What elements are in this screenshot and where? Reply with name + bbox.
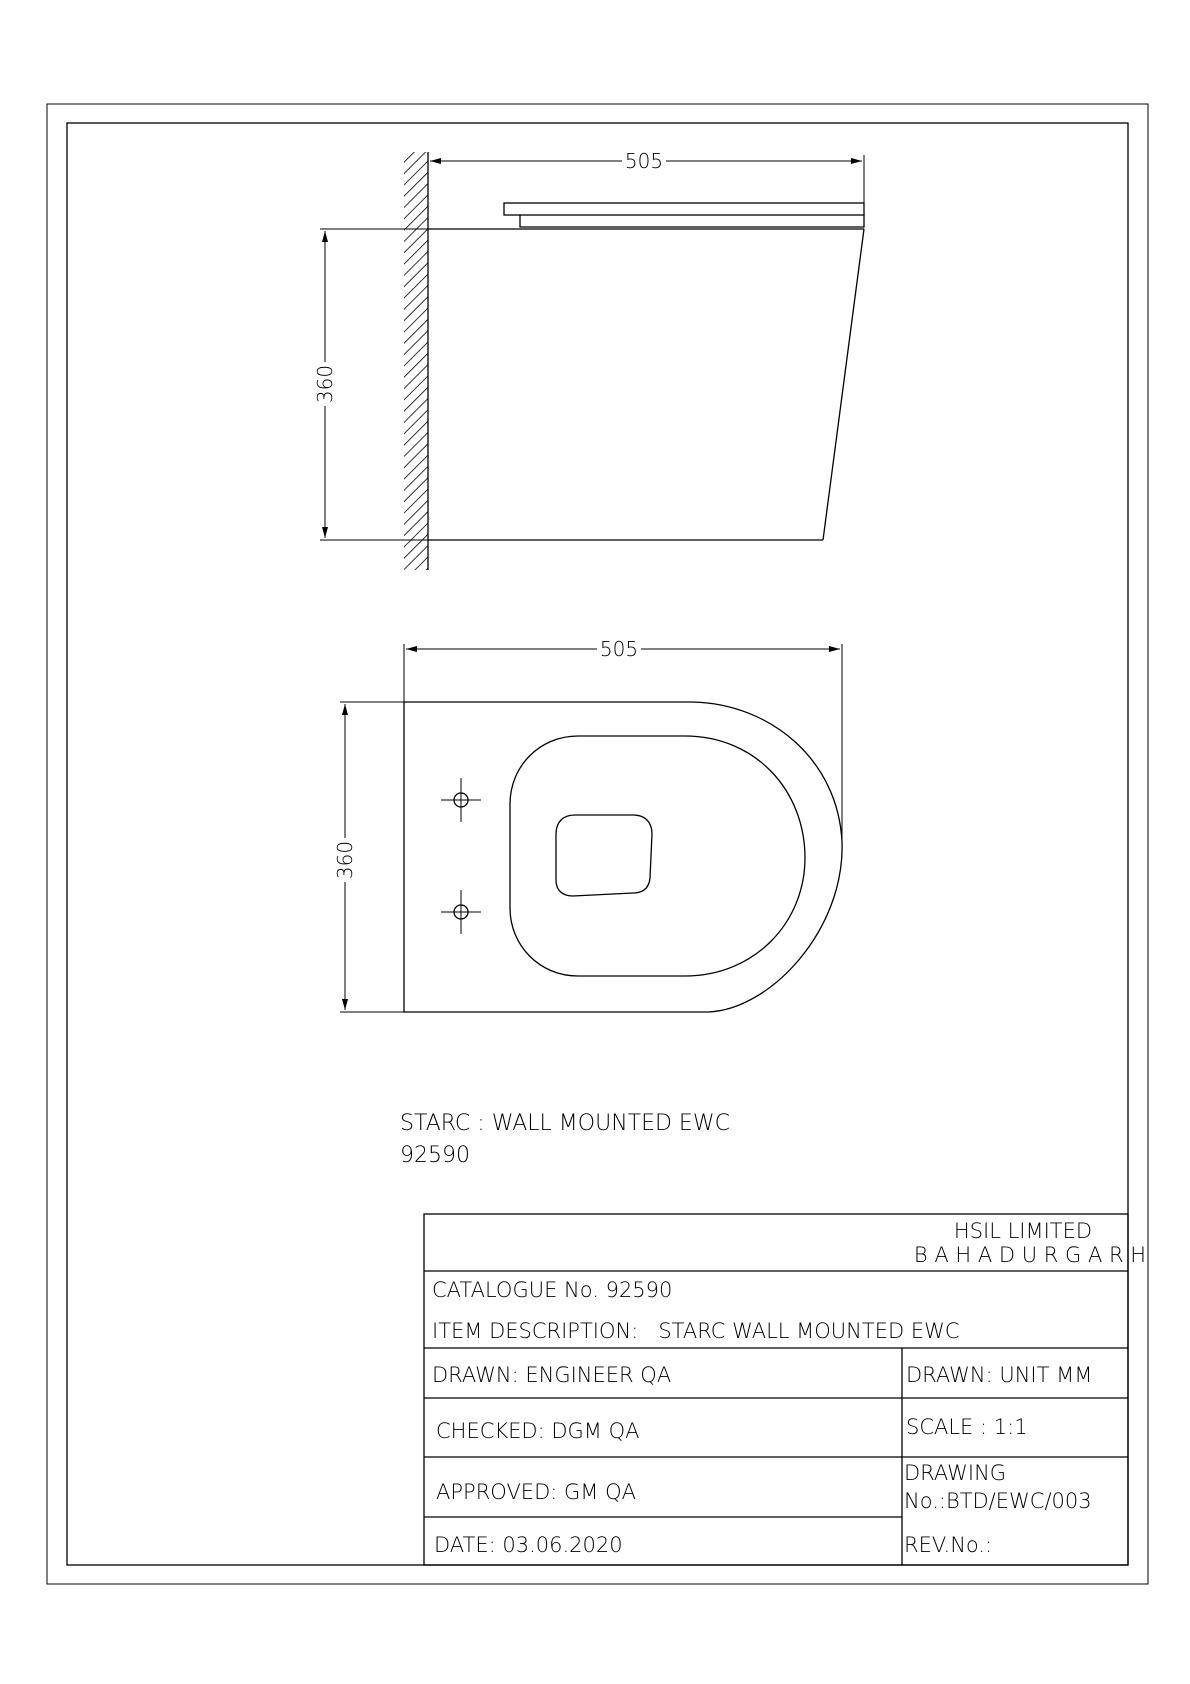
caption-number: 92590 bbox=[400, 1143, 470, 1168]
bowl-outline bbox=[404, 702, 842, 1012]
top-dim-arrow-right bbox=[829, 646, 840, 652]
drawn-by: DRAWN: ENGINEER QA bbox=[432, 1363, 672, 1387]
seat-base bbox=[520, 215, 864, 227]
top-height-dim: 360 bbox=[333, 840, 357, 880]
dim-arrow-right bbox=[851, 158, 862, 164]
inner-border bbox=[67, 123, 1128, 1565]
dim-arrow-bottom bbox=[322, 527, 328, 538]
inner-bowl bbox=[510, 736, 805, 976]
top-view bbox=[333, 637, 842, 1012]
wall-hatch bbox=[404, 152, 428, 570]
revision-number: REV.No.: bbox=[904, 1533, 993, 1557]
dim-arrow-left bbox=[430, 158, 441, 164]
outer-border bbox=[47, 104, 1148, 1584]
side-width-dim: 505 bbox=[624, 149, 664, 173]
top-dim-arrow-left bbox=[406, 646, 417, 652]
dim-arrow-top bbox=[322, 231, 328, 242]
bowl-front-line bbox=[823, 229, 864, 540]
side-height-dim: 360 bbox=[313, 364, 337, 404]
approved-by: APPROVED: GM QA bbox=[436, 1480, 636, 1504]
drawing-label: DRAWING bbox=[904, 1461, 1007, 1485]
caption-title: STARC : WALL MOUNTED EWC bbox=[400, 1111, 730, 1136]
company-location: B A H A D U R G A R H bbox=[913, 1243, 1147, 1267]
top-dim-arrow-bottom bbox=[342, 999, 348, 1010]
title-block bbox=[424, 1214, 1146, 1565]
date: DATE: 03.06.2020 bbox=[434, 1533, 623, 1557]
top-dim-arrow-top bbox=[342, 704, 348, 715]
checked-by: CHECKED: DGM QA bbox=[436, 1419, 640, 1443]
drawn-unit: DRAWN: UNIT MM bbox=[906, 1363, 1093, 1387]
top-width-dim: 505 bbox=[599, 637, 639, 661]
company-name: HSIL LIMITED bbox=[953, 1219, 1093, 1243]
item-description: ITEM DESCRIPTION: STARC WALL MOUNTED EWC bbox=[432, 1319, 960, 1343]
drawing-number: No.:BTD/EWC/003 bbox=[904, 1489, 1092, 1513]
catalogue-number: CATALOGUE No. 92590 bbox=[432, 1278, 673, 1302]
scale: SCALE : 1:1 bbox=[906, 1415, 1028, 1439]
flush-opening bbox=[556, 815, 652, 896]
fixing-hole-bottom bbox=[441, 890, 481, 934]
seat-lid bbox=[504, 203, 864, 215]
fixing-hole-top bbox=[441, 778, 481, 822]
side-view bbox=[313, 149, 864, 570]
